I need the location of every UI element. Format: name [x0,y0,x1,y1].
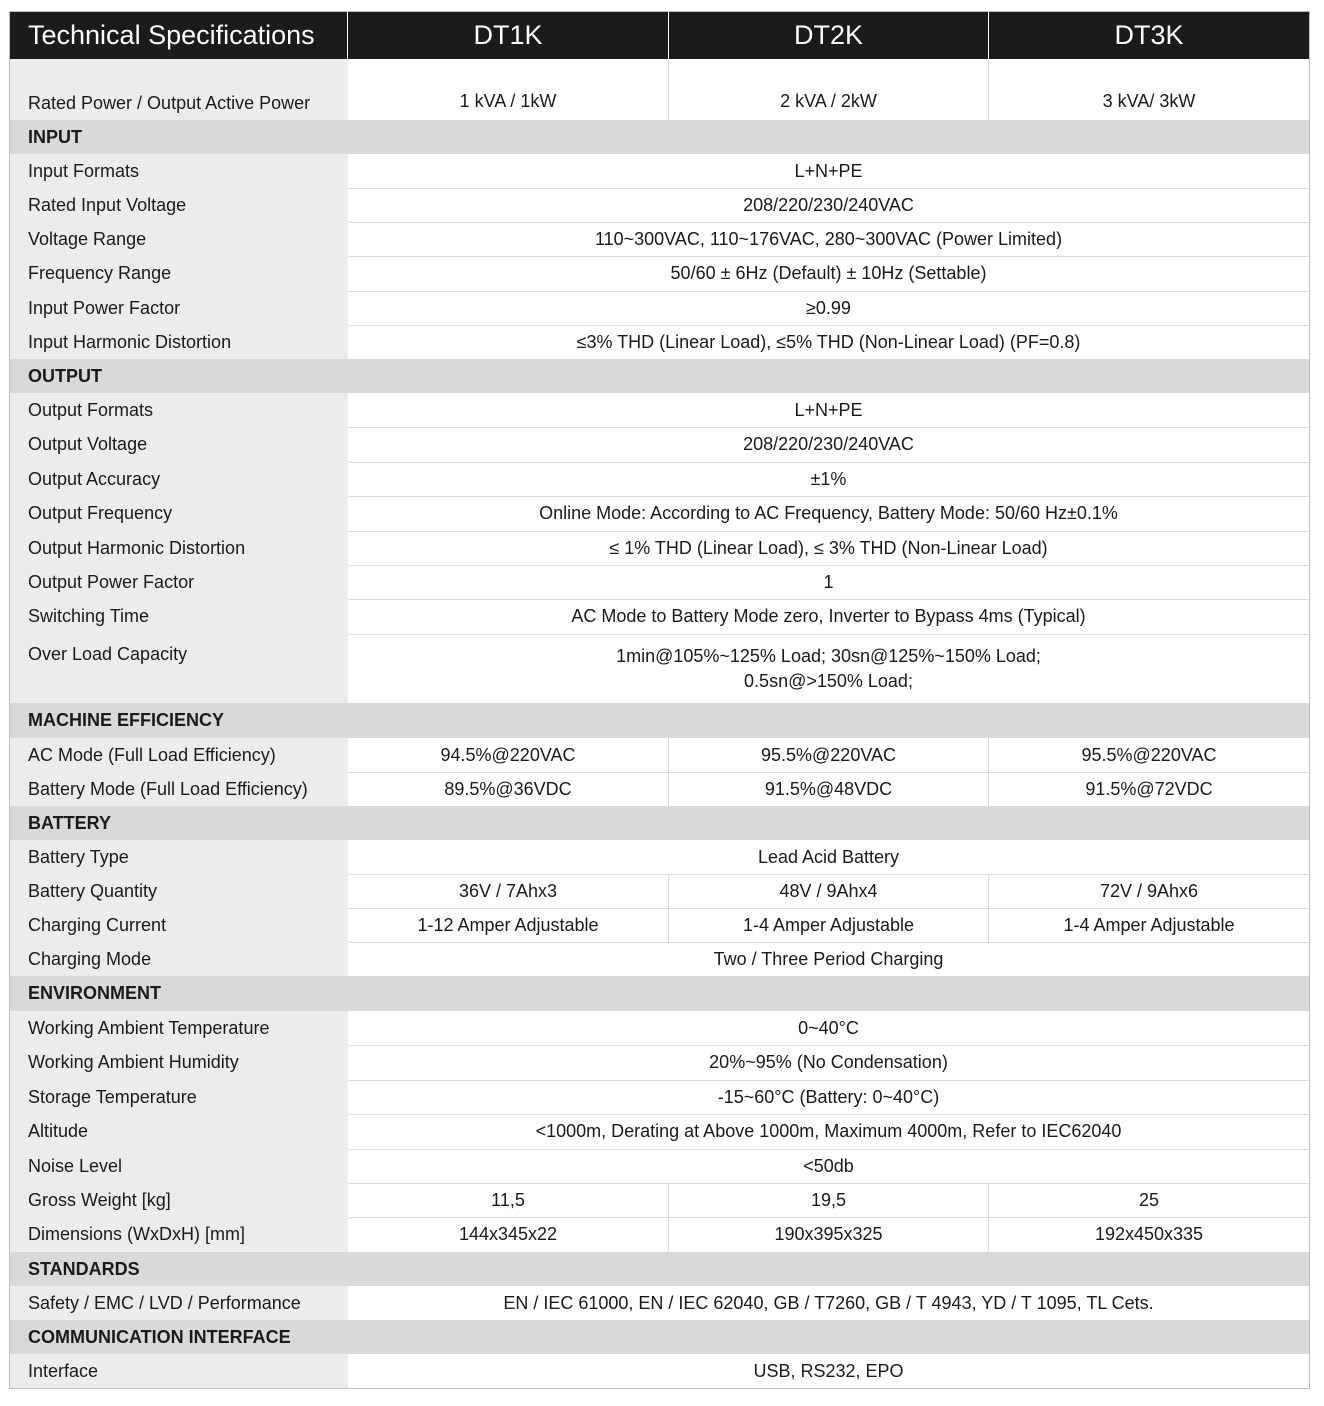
spec-label: Voltage Range [10,222,348,256]
spec-value-dt1k: 1 kVA / 1kW [459,91,557,111]
spec-value-all-models: AC Mode to Battery Mode zero, Inverter to Bypass 4ms (Typical) [571,606,1086,626]
spec-value-all-models: Online Mode: According to AC Frequency, Battery Mode: 50/60 Hz±0.1% [539,503,1118,523]
spec-value-all-models: Two / Three Period Charging [713,948,944,969]
spec-value-all-models: 0~40°C [798,1017,859,1038]
spec-label: Storage Temperature [10,1080,348,1114]
spec-value-dt2k: 95.5%@220VAC [760,744,897,765]
section-heading: INPUT [10,120,1309,154]
spec-label: Rated Power / Output Active Power [10,59,348,120]
section-heading: MACHINE EFFICIENCY [10,703,1309,738]
spec-value-all-models: L+N+PE [794,160,863,181]
column-divider [988,908,989,942]
spec-value-dt2k: 19,5 [810,1189,847,1210]
spec-label: Output Accuracy [10,462,348,496]
spec-label: Working Ambient Humidity [10,1045,348,1080]
column-divider [668,738,669,772]
spec-label: AC Mode (Full Load Efficiency) [10,738,348,772]
spec-label: Input Harmonic Distortion [10,325,348,359]
spec-value-line: 1min@105%~125% Load; 30sn@125%~150% Load; [616,645,1041,666]
spec-label: Charging Mode [10,942,348,976]
spec-value-dt1k: 144x345x22 [458,1224,558,1244]
spec-label: Battery Mode (Full Load Efficiency) [10,772,348,806]
spec-value-dt3k: 25 [1138,1189,1160,1210]
column-divider [988,1217,989,1252]
spec-label: Working Ambient Temperature [10,1011,348,1045]
spec-value-dt2k: 48V / 9Ahx4 [779,880,878,901]
spec-value-dt3k: 1-4 Amper Adjustable [1063,914,1235,935]
spec-value-all-models: 50/60 ± 6Hz (Default) ± 10Hz (Settable) [670,263,987,283]
spec-label: Interface [10,1354,348,1388]
spec-value-dt2k: 190x395x325 [774,1224,883,1244]
spec-value-dt1k: 11,5 [491,1189,525,1210]
column-divider [668,1183,669,1217]
spec-label: Dimensions (WxDxH) [mm] [10,1217,348,1252]
column-divider [668,772,669,806]
spec-value-all-models: 208/220/230/240VAC [743,194,914,215]
section-heading: STANDARDS [10,1252,1309,1286]
spec-value-all-models: L+N+PE [794,399,863,420]
spec-label: Frequency Range [10,256,348,291]
spec-label: Switching Time [10,599,348,634]
spec-table [9,11,1310,1389]
spec-label: Charging Current [10,908,348,942]
column-divider [668,59,669,120]
spec-value-dt3k: 72V / 9Ahx6 [1099,880,1199,901]
spec-value-all-models: ≤3% THD (Linear Load), ≤5% THD (Non-Linear Load) (PF=0.8) [576,331,1081,352]
spec-value-dt3k: 192x450x335 [1094,1224,1204,1244]
column-divider [988,874,989,908]
spec-value-all-models: USB, RS232, EPO [753,1360,904,1381]
section-heading: OUTPUT [10,359,1309,393]
spec-label: Gross Weight [kg] [10,1183,348,1217]
spec-value-dt1k: 36V / 7Ahx3 [458,880,558,901]
spec-label: Output Frequency [10,496,348,531]
spec-label: Output Voltage [10,427,348,462]
spec-value-line: 0.5sn@>150% Load; [744,670,913,691]
spec-value-dt3k: 3 kVA/ 3kW [1102,91,1196,111]
spec-value-all-models: -15~60°C (Battery: 0~40°C) [717,1086,940,1107]
column-divider [668,874,669,908]
spec-label: Over Load Capacity [10,634,348,703]
column-divider [988,772,989,806]
spec-label: Altitude [10,1114,348,1149]
spec-label: Input Formats [10,154,348,188]
column-divider [988,738,989,772]
model-header-dt2k: DT2K [669,12,988,59]
section-heading: BATTERY [10,806,1309,840]
column-divider [988,59,989,120]
table-title: Technical Specifications [10,12,347,59]
spec-label: Input Power Factor [10,291,348,325]
spec-value-all-models: ±1% [810,468,847,489]
spec-label: Safety / EMC / LVD / Performance [10,1286,348,1320]
spec-label: Rated Input Voltage [10,188,348,222]
spec-value-dt1k: 1-12 Amper Adjustable [417,914,599,935]
column-divider [668,1217,669,1252]
spec-value-all-models: 110~300VAC, 110~176VAC, 280~300VAC (Power Limited) [594,228,1063,249]
spec-value-dt2k: 1-4 Amper Adjustable [742,914,915,935]
spec-label: Output Harmonic Distortion [10,531,348,565]
spec-value-dt2k: 91.5%@48VDC [764,778,893,799]
spec-value-all-models: <50db [803,1155,854,1176]
spec-value-all-models: 1 [823,571,834,592]
spec-value-dt3k: 95.5%@220VAC [1081,744,1217,765]
spec-value-all-models: Lead Acid Battery [757,846,900,867]
spec-value-all-models: <1000m, Derating at Above 1000m, Maximum 4000m, Refer to IEC62040 [535,1121,1122,1141]
spec-value-dt1k: 89.5%@36VDC [444,778,572,799]
model-header-dt3k: DT3K [989,12,1309,59]
spec-value-all-models: 208/220/230/240VAC [743,434,914,454]
spec-label: Noise Level [10,1149,348,1183]
spec-value-all-models: ≤ 1% THD (Linear Load), ≤ 3% THD (Non-Linear Load) [609,537,1048,558]
spec-label: Output Formats [10,393,348,427]
spec-value-dt1k: 94.5%@220VAC [440,744,576,765]
model-header-dt1k: DT1K [348,12,668,59]
section-heading: COMMUNICATION INTERFACE [10,1320,1309,1354]
spec-value-dt3k: 91.5%@72VDC [1085,778,1213,799]
column-divider [668,908,669,942]
section-heading: ENVIRONMENT [10,976,1309,1011]
spec-value-dt2k: 2 kVA / 2kW [780,91,877,111]
spec-label: Battery Quantity [10,874,348,908]
spec-label: Battery Type [10,840,348,874]
spec-value-all-models: 20%~95% (No Condensation) [709,1052,948,1072]
spec-value-all-models [348,634,1309,703]
spec-label: Output Power Factor [10,565,348,599]
spec-value-all-models: ≥0.99 [806,297,851,318]
spec-value-all-models: EN / IEC 61000, EN / IEC 62040, GB / T7260, GB / T 4943, YD / T 1095, TL Cets. [503,1292,1154,1313]
column-divider [988,1183,989,1217]
